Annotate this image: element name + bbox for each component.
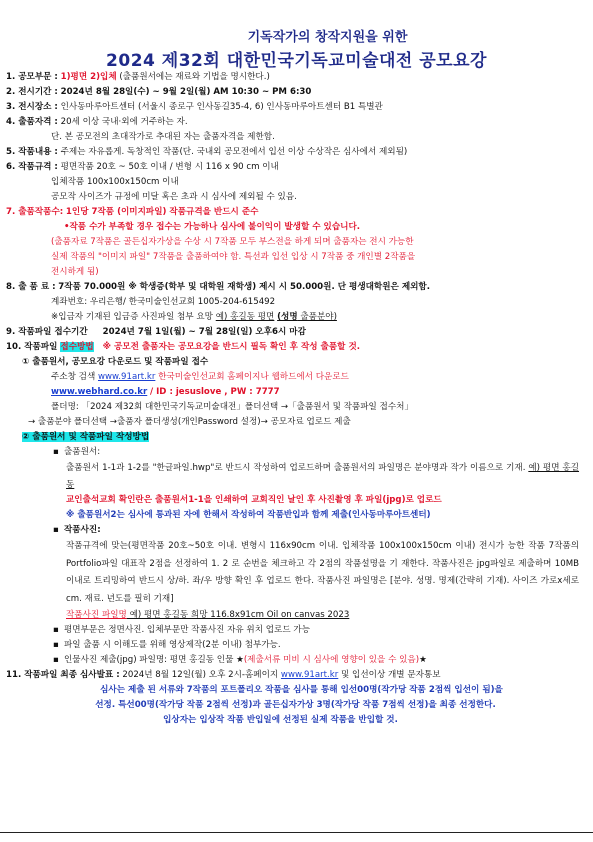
section-submission-period: 9. 작품파일 접수기간 2024년 7월 1일(월) ~ 7월 28일(일) 오후6시 마감 [6,327,306,337]
section-venue: 3. 전시장소 : 인사동마루아트센터 (서울시 종로구 인사동길35-4, 6) 인사동마루아트센터 B1 특별관 [6,102,383,112]
method-step-2: ② 출품원서 및 작품파일 작성방법 [22,432,150,442]
webhard-link[interactable]: www.webhard.co.kr [51,387,148,397]
size-note: 공모작 사이즈가 규정에 미달 혹은 초과 시 심사에 제외될 수 있음. [51,192,297,202]
size-3d: 입체작품 100x100x150cm 이내 [51,177,179,187]
work-count-note-3: 전시하게 됨) [51,267,99,277]
judging-note-3: 입상자는 입상작 작품 반입일에 선정된 실제 작품을 반입할 것. [163,715,398,726]
bullet-portrait: ▪ 인물사진 제출(jpg) 파일명: 평면 홍길동 인물 ★(제출서류 미비 시 심사에 영향이 있을 수 있음)★ [53,655,427,666]
work-count-note-1: (출품자료 7작품은 골든십자가상을 수상 시 7작품 모두 부스전을 하게 되며 출품자는 전시 가능한 [51,237,414,247]
judging-note-1: 심사는 제출 된 서류와 7작품의 포트폴리오 작품을 심사를 통해 입선00명(작가당 작품 2점씩 입선이 됨)을 [100,685,503,696]
photo-heading: ▪ 작품사진: [53,525,101,535]
section-content: 5. 작품내용 : 주제는 자유롭게. 독창적인 작품(단. 국내외 공모전에서 입선 이상 수상작은 심사에서 제외됨) [6,147,408,157]
section-fee: 8. 출 품 료 : 7작품 70.000원 ※ 학생증(학부 및 대학원 재학생) 제시 시 50.000원. 단 평생대학원은 제외함. [6,282,430,292]
judging-note-2: 선정. 특선00명(작가당 작품 2점씩 선정)과 골든십자가상 3명(작가당 작품 7점씩 선정)을 최종 선정한다. [95,700,496,711]
section-final-announcement: 11. 작품파일 최종 심사발표 : 2024년 8월 12일(월) 오후 2시-홈페이지 www.91art.kr 및 입선이상 개별 문자통보 [6,670,441,681]
work-count-warning: •작품 수가 부족할 경우 접수는 가능하나 심사에 불이익이 발생할 수 있습니다. [64,222,361,232]
application-2-note: ※ 출품원서2는 심사에 통과된 자에 한해서 작성하여 작품반입과 함께 제출(인사동마루아트센터) [66,510,431,520]
site-link[interactable]: www.91art.kr [97,372,156,382]
footer-rule [0,832,593,833]
section-size: 6. 작품규격 : 평면작품 20호 ~ 50호 이내 / 변형 시 116 x 90 cm 이내 [6,162,279,172]
document-title: 2024 제32회 대한민국기독교미술대전 공모요강 [106,51,487,71]
section-work-count: 7. 출품작품수: 1인당 7작품 (이미지파일) 작품규격을 반드시 준수 [6,207,259,217]
upload-path: → 출품분야 폴더선택 →출품자 폴더생성(개인Password 설정)→ 공모자료 업로드 제출 [28,417,351,427]
section-submission-method: 10. 작품파일 접수방법 ※ 공모전 출품자는 공모요강을 반드시 필독 확인 후 작성 출품할 것. [6,342,361,352]
bullet-video: ▪ 파일 출품 시 이해도를 위해 영상제작(2분 이내) 첨부가능. [53,640,281,651]
site-link-2[interactable]: www.91art.kr [280,670,339,681]
work-count-note-2: 실제 작품의 "이미지 파일" 7작품을 출품하여야 함. 특선과 입선 입상 시 7작품 중 개인별 2작품을 [51,252,416,262]
folder-path: 폴더명: 「2024 제32회 대한민국기독교미술대전」폴더선택 →「출품원서 및 작품파일 접수처」 [51,402,414,412]
fee-receipt: ※입금자 기재된 입금증 사진파일 첨부 요망 예) 홍길동 평면 (성명 출품분야) [51,312,337,322]
section-exhibition-period: 2. 전시기간 : 2024년 8월 28일(수) ~ 9월 2일(월) AM 10:30 ~ PM 6:30 [6,87,312,97]
method-step-1: ① 출품원서, 공모요강 다운로드 및 작품파일 접수 [22,357,209,367]
section-category: 1. 공모부문 : 1)평면 2)입체 (출품원서에는 재료와 기법을 명시한다.) [6,72,270,82]
photo-filename-example: 작품사진 파일명 예) 평면 홍길동 희망 116.8x91cm Oil on canvas 2023 [66,610,350,621]
eligibility-restriction: 단. 본 공모전의 초대작가로 추대된 자는 출품자격을 제한함. [51,132,275,142]
download-instructions: 주소창 검색 www.91art.kr 한국미술인선교회 홈페이지나 웹하드에서 다운로드 [51,372,349,382]
section-eligibility: 4. 출품자격 : 20세 이상 국내·외에 거주하는 자. [6,117,188,127]
photo-text: 작품규격에 맞는(평면작품 20호~50호 이내. 변형시 116x90cm 이내. 입체작품 100x100x150cm 이내) 전시가 능한 작품 7작품의 Portfolio파일 대표작 2점을 선정하여 1. 2 로 순번을 체크하고 각 2점의 작품설명을 기 재한다. 작품사진은 jpg파일로 제출하며 10MB 이내로 트리밍하여 반드시 상/하. 좌/우 방향 확인 후 업로드 한다. 작품사진 파일명은 [분야. 성명. 명제(간략히 기재). 사이즈 가로x세로cm. 재료. 년도를 필히 기재] [66,541,580,604]
fee-account: 계좌번호: 우리은행/ 한국미술인선교회 1005-204-615492 [51,297,276,307]
category-value: 1)평면 2)입체 [60,72,117,82]
document-subtitle: 기독작가의 창작지원을 위한 [247,30,408,45]
document-body [6,70,585,728]
application-form-heading: ▪ 출품원서: [53,447,101,457]
application-form-text: 출품원서 1-1과 1-2를 "한글파일.hwp"로 반드시 작성하여 업로드하며 출품원서의 파일명은 분야명과 작가 이름으로 기재. 예) 평면 홍길동 [66,463,580,490]
bullet-flat: ▪ 평면부문은 정면사진. 입체부문만 작품사진 자유 위치 업로드 가능 [53,625,310,636]
webhard-info: www.webhard.co.kr / ID : jesuslove , PW : 7777 [51,387,280,397]
church-confirmation-note: 교인출석교회 확인란은 출품원서1-1을 인쇄하여 교회직인 날인 후 사진촬영 후 파일(jpg)로 업로드 [66,495,442,505]
